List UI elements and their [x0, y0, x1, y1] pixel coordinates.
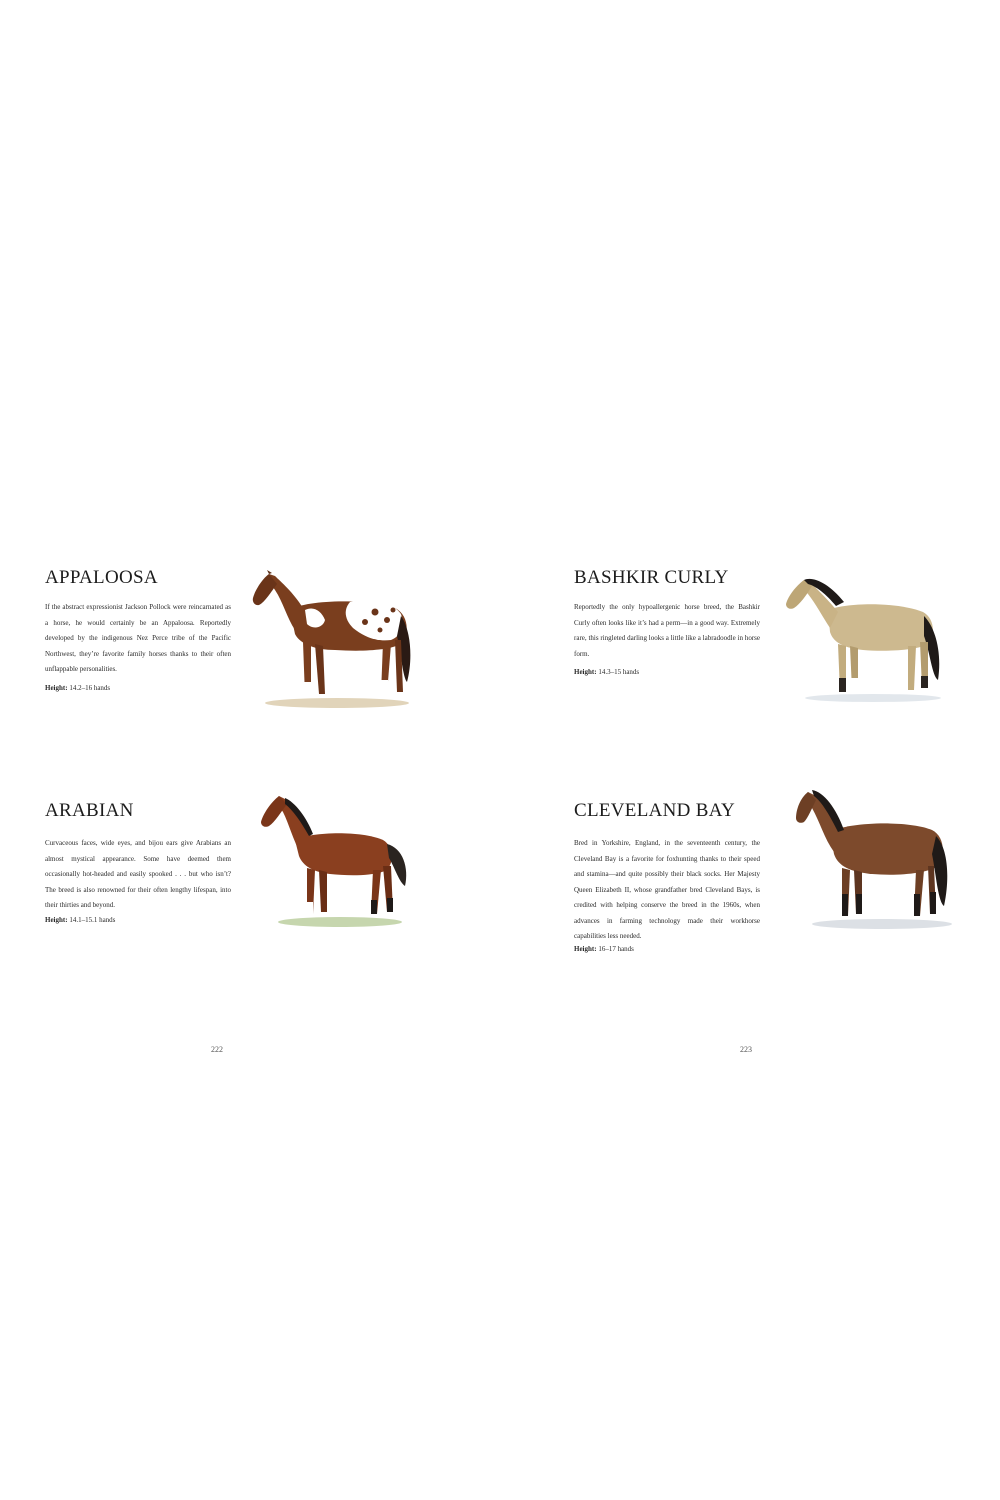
height-label: Height:: [45, 684, 68, 692]
arabian-horse-illustration: [255, 790, 420, 935]
breed-height-bashkir-curly: [574, 668, 639, 676]
breed-description-bashkir-curly: [574, 600, 760, 662]
breed-description-text: Bred in Yorkshire, England, in the seventeenth century, the Cleveland Bay is a favorite for foxhunting thanks to their speed and stamina—and quite possibly their black socks. Her Majesty Queen Elizabeth II, whose grandfather bred Cleveland Bays, is credited with helping conserve the breed in the 1960s, when advances in farming technology made their workhorse capabilities less needed.: [574, 839, 760, 940]
breed-description-text: If the abstract expressionist Jackson Pollock were reincarnated as a horse, he would certainly be an Appaloosa. Reportedly developed by the indigenous Nez Perce tribe of the Pacific Northwest, they’re favorite family horses thanks to their often unflappable personalities.: [45, 603, 231, 673]
appaloosa-horse-illustration: [245, 570, 425, 712]
breed-title-cleveland-bay: CLEVELAND BAY: [574, 800, 736, 821]
height-label: Height:: [574, 668, 597, 676]
height-value: 14.3–15 hands: [598, 668, 640, 676]
page-number-right: 223: [740, 1045, 752, 1054]
height-label: Height:: [574, 945, 597, 953]
height-label: Height:: [45, 916, 68, 924]
breed-title-arabian: ARABIAN: [45, 800, 134, 821]
height-value: 16–17 hands: [598, 945, 634, 953]
breed-height-cleveland-bay: [574, 945, 634, 953]
height-value: 14.2–16 hands: [69, 684, 111, 692]
breed-title-bashkir-curly: BASHKIR CURLY: [574, 567, 729, 588]
height-value: 14.1–15.1 hands: [69, 916, 116, 924]
breed-description-appaloosa: [45, 600, 231, 678]
page-number-left: 222: [211, 1045, 223, 1054]
breed-description-text: Reportedly the only hypoallergenic horse breed, the Bashkir Curly often looks like it’s had a perm—in a good way. Extremely rare, this ringleted darling looks a little like a labradoodle in horse form.: [574, 603, 760, 658]
breed-description-text: Curvaceous faces, wide eyes, and bijou ears give Arabians an almost mystical appearance. Some have deemed them occasionally hot-headed and easily spooked . . . but who isn’t? The breed is also renowned for their often lengthy lifespan, into their thirties and beyond.: [45, 839, 231, 909]
breed-height-arabian: [45, 916, 115, 924]
breed-height-appaloosa: [45, 684, 110, 692]
bashkir-curly-horse-illustration: [778, 572, 953, 707]
breed-description-arabian: [45, 836, 231, 914]
cleveland-bay-horse-illustration: [790, 782, 965, 937]
breed-description-cleveland-bay: [574, 836, 760, 945]
breed-title-appaloosa: APPALOOSA: [45, 567, 158, 588]
